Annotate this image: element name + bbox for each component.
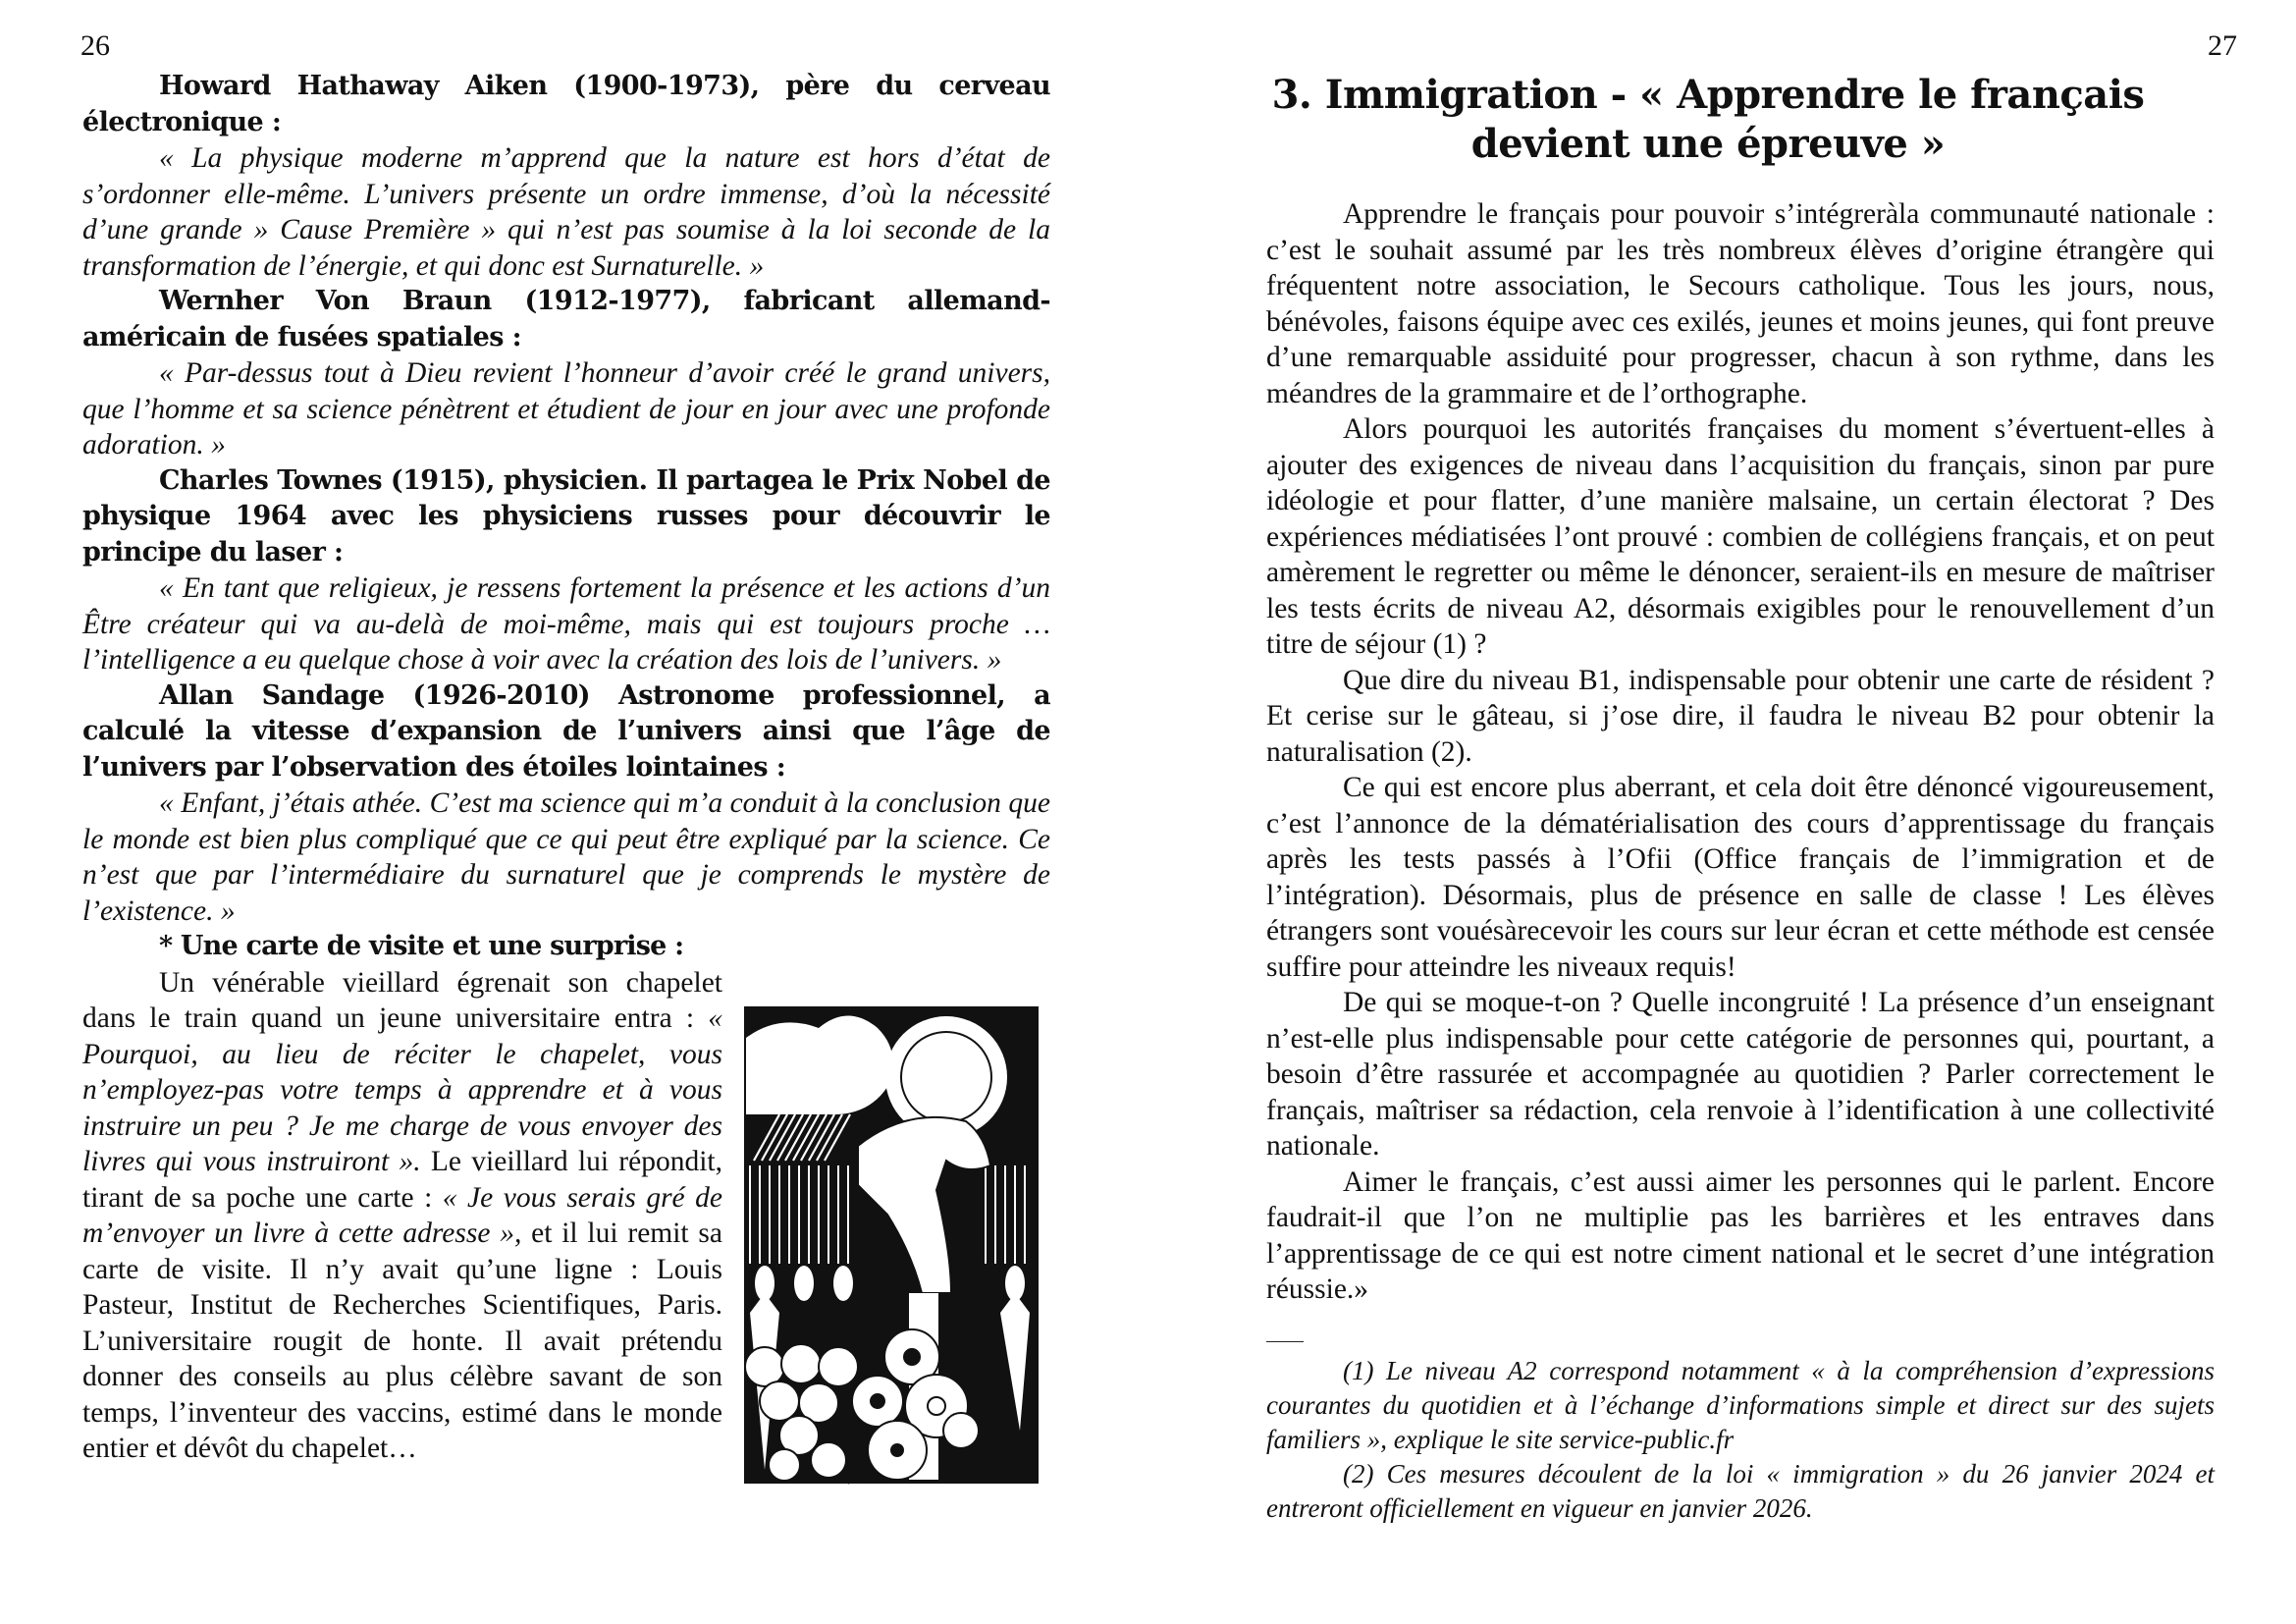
illustration-hand-sun-wheat-icon xyxy=(740,999,1050,1489)
body-paragraph: Alors pourquoi les autorités françaises du moment s’évertuent-elles à ajouter des exigences de niveau dans l’acquisition du français, sinon par pure idéologie et pour flatter, d’une manière malsaine, un certain électorat ? Des expériences médiatisées l’ont prouvé : combien de collégiens français, et on peut amèrement le regretter ou même le dénoncer, seraient-ils en mesure de maîtriser les tests écrits de niveau A2, désormais exigibles pour le renouvellement d’un titre de séjour (1) ? xyxy=(1266,413,2215,660)
article-title-line-1: 3. Immigration - « Apprendre le français xyxy=(1271,72,2145,118)
story-intro: Un vénérable vieillard égrenait son chapelet dans le train quand un jeune universitaire entra : xyxy=(82,966,722,1034)
quote-aiken: « La physique moderne m’apprend que la nature est hors d’état de s’ordonner elle-même. L’univers présente un ordre immense, d’où la nécessité d’une grande » Cause Première » qui n’est pas soumise à la loi seconde de la transformation de l’énergie, et qui donc est Surnaturelle. » xyxy=(82,142,1050,282)
section-heading-sandage: Allan Sandage (1926-2010) Astronome professionnel, a calculé la vitesse d’expansion de l’univers ainsi que l’âge de l’univers par l’observation des étoiles lointaines : xyxy=(82,679,1050,783)
body-paragraph: Aimer le français, c’est aussi aimer les personnes qui le parlent. Encore faudrait-il que l’on ne multiplie pas les barrières et les entraves dans l’apprentissage de ce qui est notre ciment national et le secret d’une intégration réussie.» xyxy=(1266,1165,2215,1305)
story-ending: et il lui remit sa carte de visite. Il n’y avait qu’une ligne : Louis Pasteur, Institut de Recherches Scientifiques, Paris. L’universitaire rougit de honte. Il avait prétendu donner des conseils au plus célèbre savant de son temps, l’inventeur des vaccins, estimé dans le monde entier et dévôt du chapelet… xyxy=(82,1218,723,1464)
story-heading: * Une carte de visite et une surprise : xyxy=(159,931,684,961)
article-title-line-2: devient une épreuve » xyxy=(1470,121,1946,167)
left-column xyxy=(82,69,1050,1489)
article-title xyxy=(1227,71,2189,169)
quote-von-braun: « Par-dessus tout à Dieu revient l’honneur d’avoir créé le grand univers, que l’homme et sa science pénètrent et étudient de jour en jour avec une profonde adoration. » xyxy=(82,357,1050,460)
story-reply: « Je vous serais gré de m’envoyer un livre à cette adresse », xyxy=(82,1181,722,1249)
body-paragraph: Que dire du niveau B1, indispensable pour obtenir une carte de résident ? Et cerise sur le gâteau, si j’ose dire, il faudra le niveau B2 pour obtenir la naturalisation (2). xyxy=(1266,664,2215,768)
story xyxy=(82,965,1050,1485)
right-column xyxy=(1266,196,2215,1526)
page-number-right: 27 xyxy=(2208,29,2237,62)
section-heading-von-braun: Wernher Von Braun (1912-1977), fabricant allemand-américain de fusées spatiales : xyxy=(82,286,1050,352)
footnote-1: (1) Le niveau A2 correspond notamment « à la compréhension d’expressions courantes du quotidien et à l’échange d’informations simple et direct sur des sujets familiers », explique le site service-public.fr xyxy=(1266,1355,2215,1454)
body-paragraph: Apprendre le français pour pouvoir s’intégreràla communauté nationale : c’est le souhait assumé par les très nombreux élèves d’origine étrangère qui fréquentent notre association, le Secours catholique. Tous les jours, nous, bénévoles, faisons équipe avec ces exilés, jeunes et moins jeunes, qui font preuve d’une remarquable assiduité pour progresser, chacun à son rythme, dans les méandres de la grammaire et de l’orthographe. xyxy=(1266,198,2215,409)
story-reply-intro: Le vieillard lui répondit, tirant de sa poche une carte : xyxy=(82,1146,722,1214)
story-question: « Pourquoi, au lieu de réciter le chapelet, vous n’employez-pas votre temps à apprendre et à vous instruire un peu ? Je me charge de vous envoyer des livres qui vous instruiront ». xyxy=(82,1002,722,1177)
section-heading-aiken: Howard Hathaway Aiken (1900-1973), père du cerveau électronique : xyxy=(82,71,1050,137)
illustration-signature: f.R xyxy=(848,1470,862,1485)
cloud-icon xyxy=(746,1015,893,1114)
footnote-2: (2) Ces mesures découlent de la loi « immigration » du 26 janvier 2024 et entreront officiellement en vigueur en janvier 2026. xyxy=(1266,1458,2215,1523)
section-heading-townes: Charles Townes (1915), physicien. Il partagea le Prix Nobel de physique 1964 avec les physiciens russes pour découvrir le principe du laser : xyxy=(82,464,1050,568)
quote-townes: « En tant que religieux, je ressens fortement la présence et les actions d’un Être créateur qui va au-delà de moi-même, mais qui est toujours proche …l’intelligence a eu quelque chose à voir avec la création des lois de l’univers. » xyxy=(82,572,1050,676)
quote-sandage: « Enfant, j’étais athée. C’est ma science qui m’a conduit à la conclusion que le monde est bien plus compliqué que ce qui peut être expliqué par la science. Ce n’est que par l’intermédiaire du surnaturel que je comprends le mystère de l’existence. » xyxy=(82,787,1050,927)
right-page xyxy=(1148,0,2296,1624)
body-paragraph: De qui se moque-t-on ? Quelle incongruité ! La présence d’un enseignant n’est-elle plus indispensable pour cette catégorie de personnes qui, pourtant, a besoin d’être rassurée et accompagnée au quotidien ? Parler correctement le français, maîtriser sa rédaction, cela renvoie à l’identification à une collectivité nationale. xyxy=(1266,987,2215,1162)
footnote-divider xyxy=(1266,1341,1304,1342)
body-paragraph: Ce qui est encore plus aberrant, et cela doit être dénoncé vigoureusement, c’est l’annonce de la dématérialisation des cours d’apprentissage du français après les tests passés à l’Ofii (Office français de l’immigration et de l’intégration). Désormais, plus de présence en salle de classe ! Les élèves étrangers sont vouésàrecevoir les cours sur leur écran et cette méthode est censée suffire pour atteindre les niveaux requis! xyxy=(1266,772,2215,983)
page-number-left: 26 xyxy=(80,29,110,62)
woodcut-illustration xyxy=(740,999,1050,1489)
